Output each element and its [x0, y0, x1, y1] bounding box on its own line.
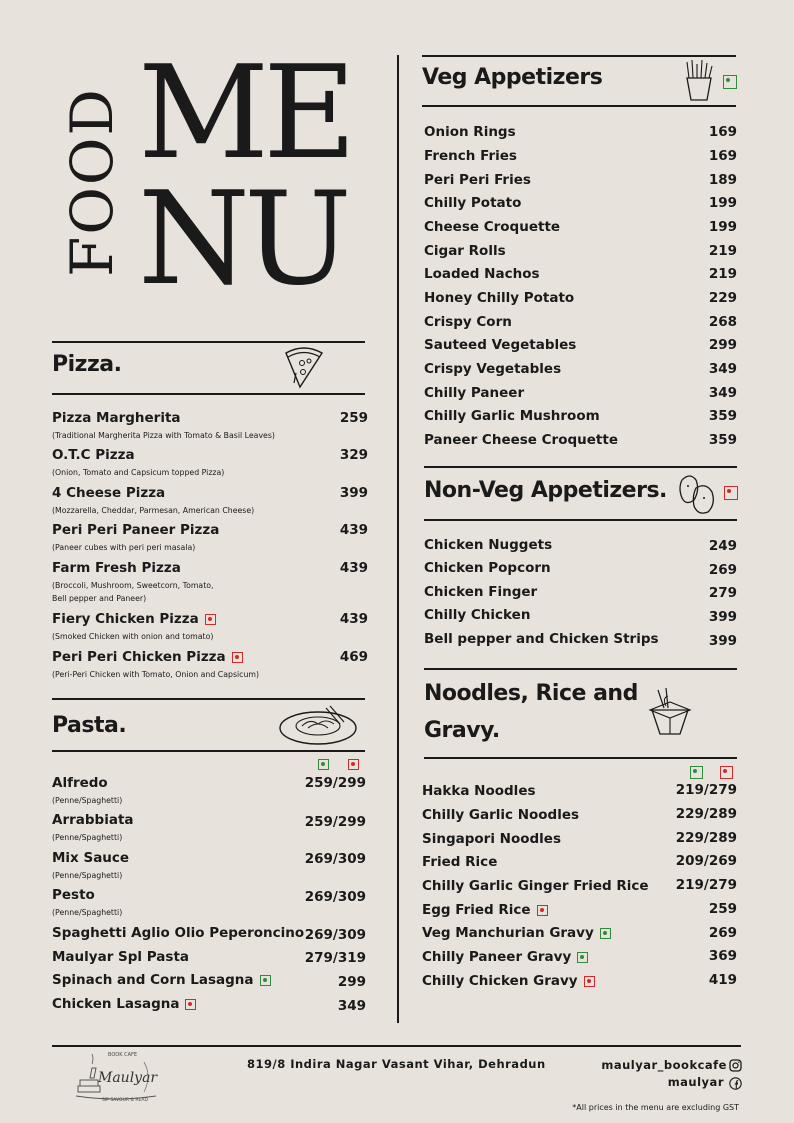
pizza-price: 439: [339, 522, 368, 538]
pizza-desc: (Paneer cubes with peri peri masala): [52, 543, 196, 552]
pasta-section-title: Pasta.: [52, 713, 127, 738]
pasta-price: 279/319: [304, 950, 366, 966]
title-me: ME: [138, 39, 351, 188]
pasta-price: 269/309: [304, 889, 366, 905]
pasta-desc: (Penne/Spaghetti): [52, 871, 123, 880]
nonveg-item: Chicken Finger: [424, 584, 538, 600]
noodles-price: 269: [708, 925, 737, 941]
veg-price: 268: [708, 314, 737, 330]
veg-item: Sauteed Vegetables: [424, 337, 577, 353]
noodles-item: Fried Rice: [422, 854, 498, 870]
veg-item: Crispy Corn: [424, 314, 512, 330]
nonveg-item: Chilly Chicken: [424, 607, 531, 623]
noodles-item: Chilly Garlic Noodles: [422, 807, 580, 823]
chicken-nuggets-icon: [676, 470, 718, 518]
nonveg-price: 279: [708, 585, 737, 601]
pasta-rule-bottom: [52, 750, 365, 752]
pizza-desc: (Traditional Margherita Pizza with Tomato & Basil Leaves): [52, 431, 275, 440]
veg-price: 349: [708, 385, 737, 401]
nonveg-price: 399: [708, 633, 737, 649]
veg-item: Chilly Potato: [424, 195, 522, 211]
veg-icon: [600, 928, 611, 939]
nonveg-section-title: Non-Veg Appetizers.: [424, 478, 667, 503]
facebook-handle[interactable]: maulyar: [667, 1075, 724, 1089]
veg-item: Paneer Cheese Croquette: [424, 432, 618, 448]
pasta-desc: (Penne/Spaghetti): [52, 796, 123, 805]
veg-legend-icon: [318, 759, 329, 770]
footer-rule: [52, 1045, 741, 1047]
veg-item: Loaded Nachos: [424, 266, 540, 282]
pizza-desc: (Smoked Chicken with onion and tomato): [52, 632, 214, 641]
nonveg-icon: [185, 999, 196, 1010]
pizza-item: Fiery Chicken Pizza: [52, 611, 216, 627]
pasta-rule-top: [52, 698, 365, 700]
pizza-price: 439: [339, 611, 368, 627]
pasta-price: 269/309: [304, 851, 366, 867]
pizza-price: 469: [339, 649, 368, 665]
noodles-rule-bottom: [424, 757, 737, 759]
pasta-price: 259/299: [304, 814, 366, 830]
pizza-price: 399: [339, 485, 368, 501]
facebook-icon[interactable]: [729, 1077, 742, 1090]
nonveg-item: Chicken Nuggets: [424, 537, 553, 553]
noodles-price: 209/269: [675, 853, 737, 869]
nonveg-rule-bottom: [424, 519, 737, 521]
veg-item: Chilly Garlic Mushroom: [424, 408, 600, 424]
title-food: FOOD: [58, 87, 126, 277]
noodles-rule-top: [424, 668, 737, 670]
veg-item: Cigar Rolls: [424, 243, 506, 259]
pasta-item: Chicken Lasagna: [52, 996, 196, 1012]
pasta-price: 299: [337, 974, 366, 990]
noodles-price: 369: [708, 948, 737, 964]
pizza-price: 439: [339, 560, 368, 576]
veg-price: 299: [708, 337, 737, 353]
veg-price: 199: [708, 219, 737, 235]
pasta-price: 259/299: [304, 775, 366, 791]
pizza-desc: (Onion, Tomato and Capsicum topped Pizza): [52, 468, 225, 477]
nonveg-icon: [724, 486, 738, 500]
title-nu: NU: [138, 165, 346, 314]
noodles-price: 219/279: [675, 877, 737, 893]
veg-price: 219: [708, 266, 737, 282]
noodles-item: Hakka Noodles: [422, 783, 536, 799]
veg-item: Chilly Paneer: [424, 385, 525, 401]
pasta-item: Spinach and Corn Lasagna: [52, 972, 271, 988]
pasta-item: Alfredo: [52, 775, 108, 791]
nonveg-icon: [205, 614, 216, 625]
veg-item: Cheese Croquette: [424, 219, 561, 235]
nonveg-rule-top: [424, 466, 737, 468]
veg-rule-top: [422, 55, 736, 57]
veg-item: Peri Peri Fries: [424, 172, 531, 188]
nonveg-icon: [232, 652, 243, 663]
noodles-item: Egg Fried Rice: [422, 902, 548, 918]
address: 819/8 Indira Nagar Vasant Vihar, Dehradun: [247, 1057, 546, 1071]
pasta-price: 349: [337, 998, 366, 1014]
pasta-price: 269/309: [304, 927, 366, 943]
veg-price: 169: [708, 148, 737, 164]
pizza-slice-icon: [282, 343, 326, 389]
maulyar-logo: [70, 1052, 162, 1110]
noodles-item: Chilly Paneer Gravy: [422, 949, 588, 965]
noodles-section-title-line2: Gravy.: [424, 718, 500, 743]
pasta-item: Mix Sauce: [52, 850, 130, 866]
nonveg-item: Bell pepper and Chicken Strips: [424, 631, 659, 647]
logo-wordmark: Maulyar: [98, 1070, 158, 1086]
veg-icon: [723, 75, 737, 89]
column-divider: [397, 55, 399, 1023]
pasta-desc: (Penne/Spaghetti): [52, 833, 123, 842]
pasta-item: Maulyar Spl Pasta: [52, 949, 190, 965]
pasta-plate-icon: [278, 702, 358, 748]
noodles-section-title-line1: Noodles, Rice and: [424, 681, 638, 706]
nonveg-icon: [584, 976, 595, 987]
pizza-price: 259: [339, 410, 368, 426]
veg-price: 219: [708, 243, 737, 259]
pizza-desc: (Peri-Peri Chicken with Tomato, Onion and Capsicum): [52, 670, 260, 679]
veg-price: 359: [708, 432, 737, 448]
veg-item: French Fries: [424, 148, 517, 164]
nonveg-price: 249: [708, 538, 737, 554]
veg-rule-bottom: [422, 105, 736, 107]
veg-section-title: Veg Appetizers: [422, 65, 603, 90]
fries-icon: [679, 58, 719, 102]
nonveg-legend-icon: [348, 759, 359, 770]
noodle-box-icon: [646, 688, 692, 738]
noodles-item: Chilly Garlic Ginger Fried Rice: [422, 878, 649, 894]
nonveg-price: 269: [708, 562, 737, 578]
pizza-item: Peri Peri Chicken Pizza: [52, 649, 243, 665]
nonveg-item: Chicken Popcorn: [424, 560, 551, 576]
veg-icon: [260, 975, 271, 986]
veg-price: 199: [708, 195, 737, 211]
pasta-item: Pesto: [52, 887, 95, 903]
pizza-price: 329: [339, 447, 368, 463]
veg-legend-icon: [690, 766, 703, 779]
veg-price: 229: [708, 290, 737, 306]
veg-item: Onion Rings: [424, 124, 516, 140]
pizza-item: Farm Fresh Pizza: [52, 560, 181, 576]
veg-icon: [577, 952, 588, 963]
gst-note: *All prices in the menu are excluding GST: [572, 1103, 739, 1112]
veg-price: 359: [708, 408, 737, 424]
veg-price: 189: [708, 172, 737, 188]
nonveg-legend-icon: [720, 766, 733, 779]
veg-item: Honey Chilly Potato: [424, 290, 575, 306]
noodles-price: 419: [708, 972, 737, 988]
pizza-item: 4 Cheese Pizza: [52, 485, 166, 501]
pasta-item: Arrabbiata: [52, 812, 134, 828]
pizza-item: Peri Peri Paneer Pizza: [52, 522, 220, 538]
logo-top-text: BOOK CAFE: [108, 1052, 138, 1058]
instagram-handle[interactable]: maulyar_bookcafe: [601, 1058, 727, 1072]
noodles-item: Veg Manchurian Gravy: [422, 925, 611, 941]
noodles-item: Singapori Noodles: [422, 831, 561, 847]
noodles-price: 219/279: [675, 782, 737, 798]
pizza-section-title: Pizza.: [52, 352, 122, 377]
pizza-desc: (Mozzarella, Cheddar, Parmesan, American Cheese): [52, 506, 255, 515]
nonveg-icon: [537, 905, 548, 916]
pizza-rule-bottom: [52, 393, 365, 395]
noodles-price: 229/289: [675, 806, 737, 822]
noodles-price: 259: [708, 901, 737, 917]
instagram-icon[interactable]: [729, 1059, 742, 1072]
noodles-item: Chilly Chicken Gravy: [422, 973, 595, 989]
pasta-desc: (Penne/Spaghetti): [52, 908, 123, 917]
noodles-price: 229/289: [675, 830, 737, 846]
pizza-desc: (Broccoli, Mushroom, Sweetcorn, Tomato,: [52, 581, 214, 590]
pizza-desc: Bell pepper and Paneer): [52, 594, 147, 603]
veg-price: 169: [708, 124, 737, 140]
veg-item: Crispy Vegetables: [424, 361, 562, 377]
nonveg-price: 399: [708, 609, 737, 625]
pasta-item: Spaghetti Aglio Olio Peperoncino: [52, 925, 305, 941]
veg-price: 349: [708, 361, 737, 377]
pizza-item: O.T.C Pizza: [52, 447, 135, 463]
logo-bottom-text: SIP SAVOUR & READ: [102, 1098, 148, 1103]
pizza-item: Pizza Margherita: [52, 410, 181, 426]
